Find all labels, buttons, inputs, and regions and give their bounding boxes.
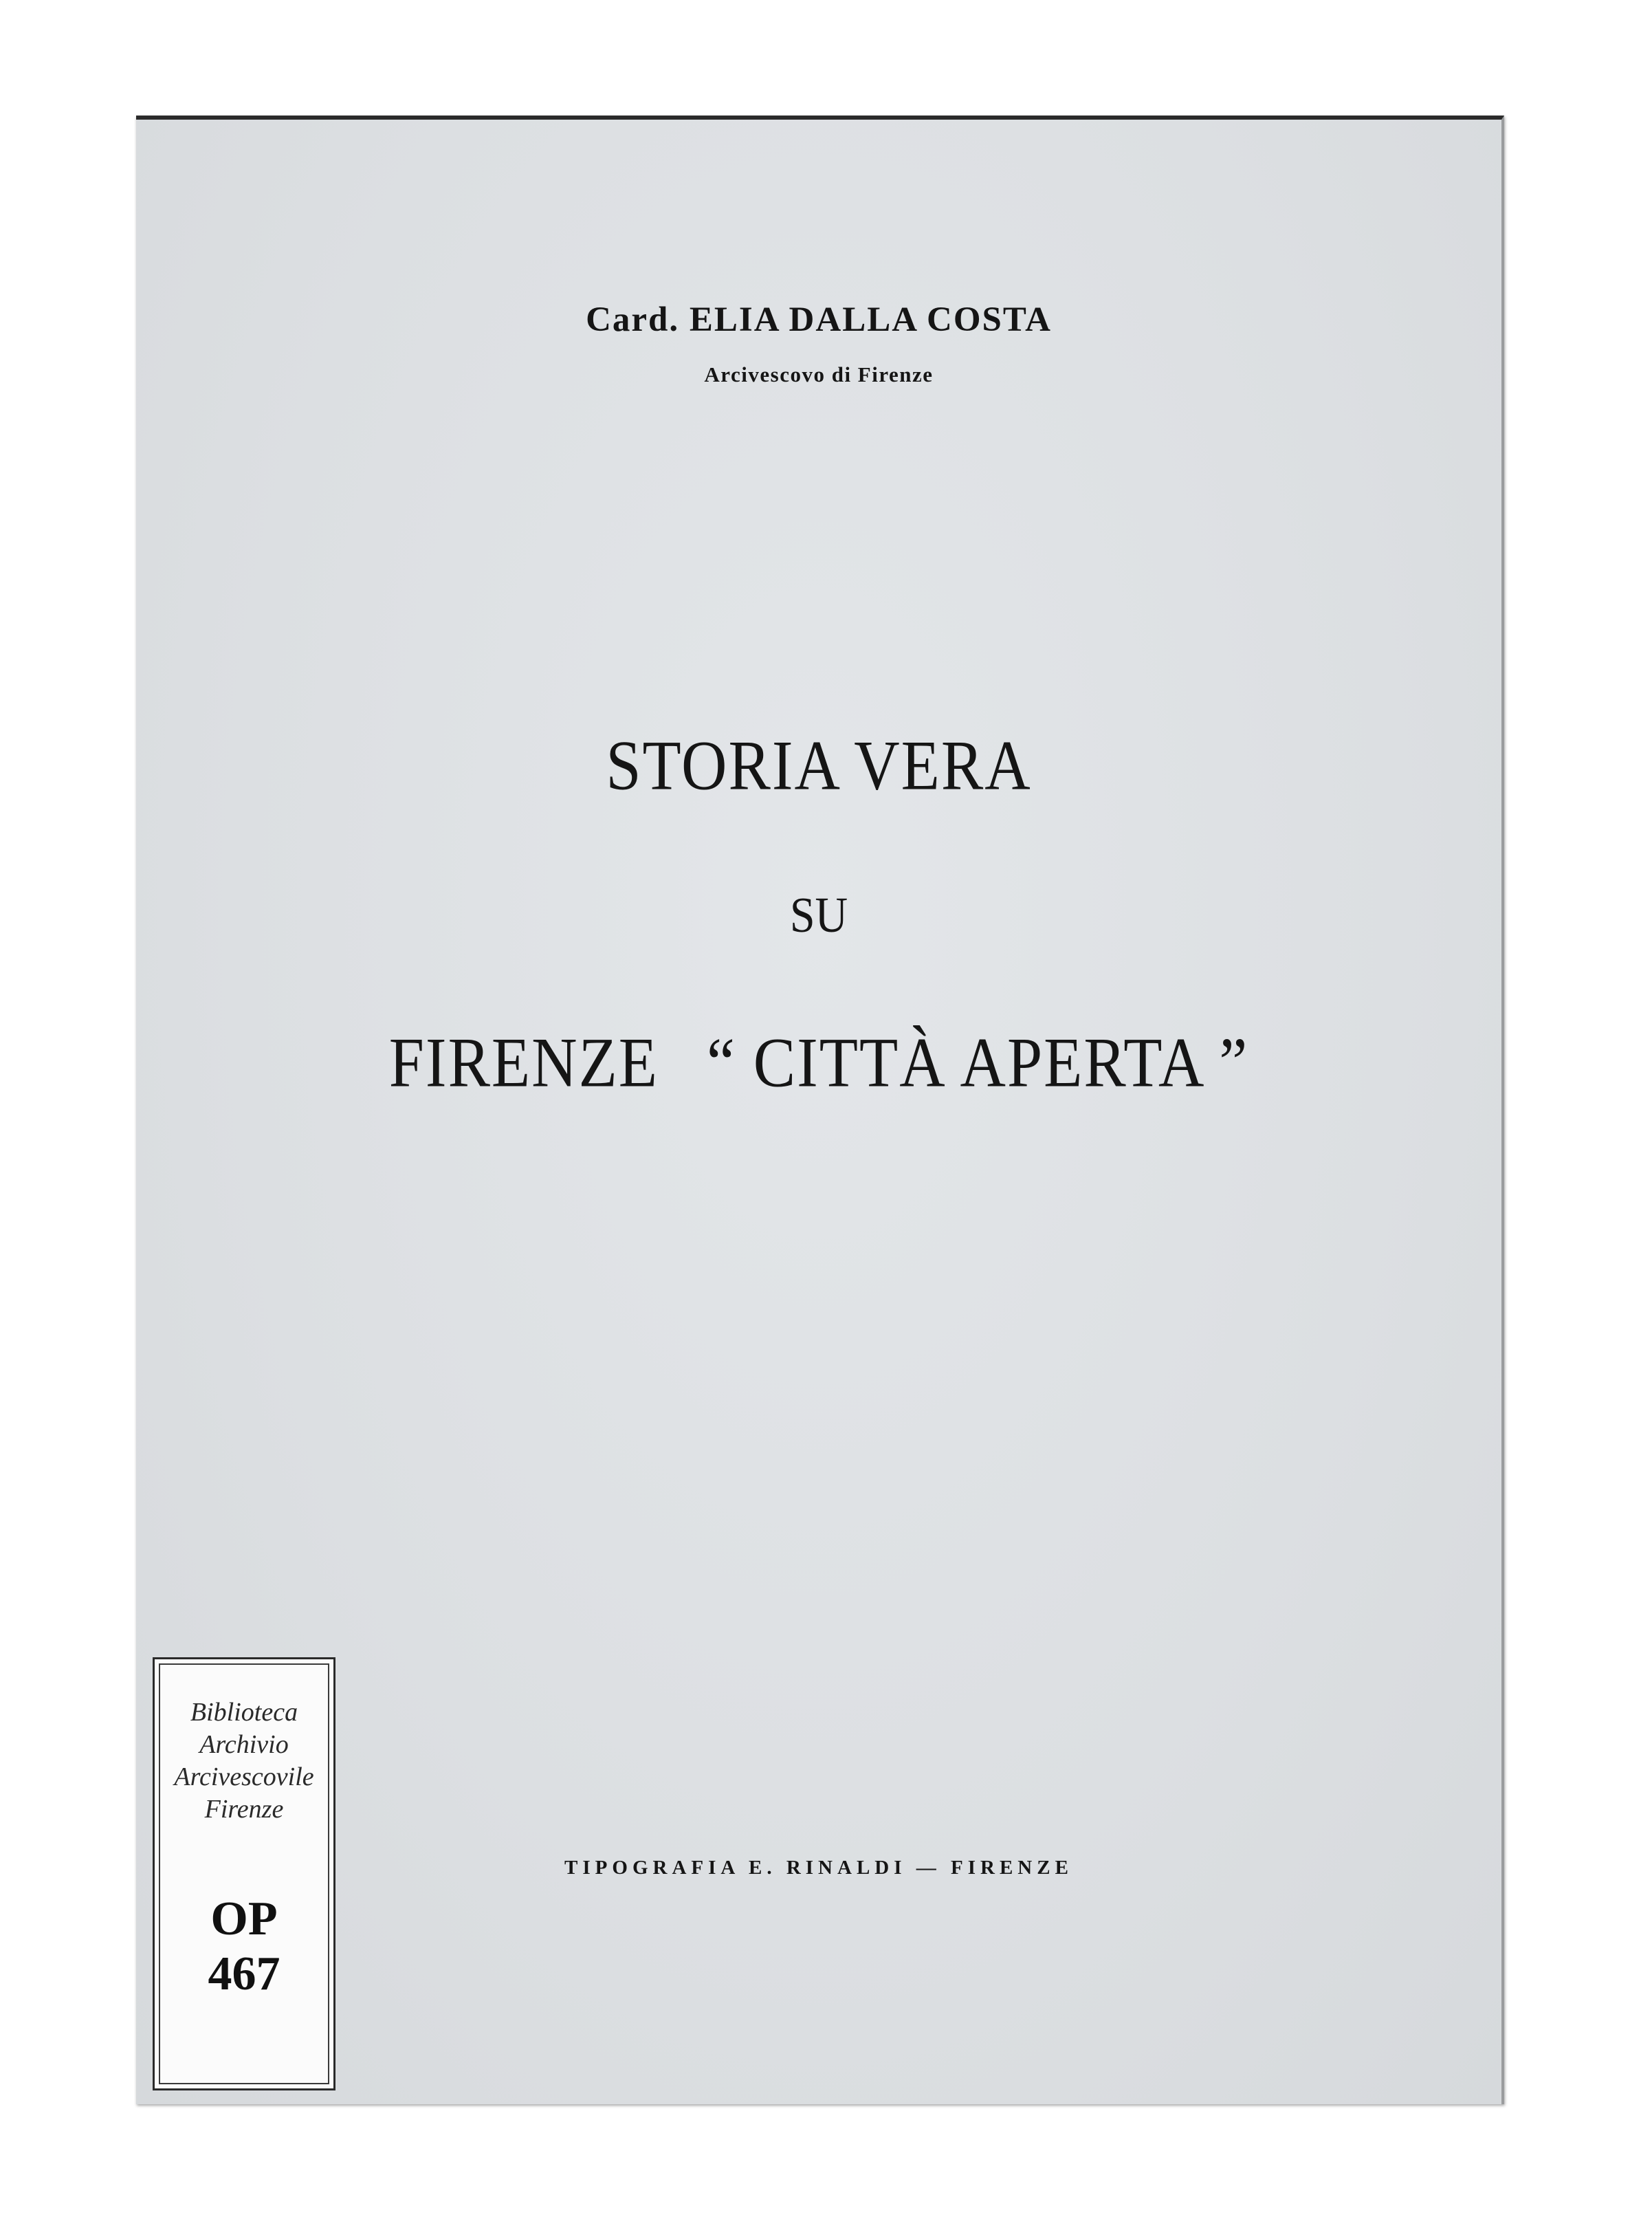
library-line-1: Biblioteca bbox=[190, 1698, 298, 1727]
title-line-3 bbox=[136, 1022, 1501, 1104]
author-name: Card. ELIA DALLA COSTA bbox=[586, 301, 1052, 339]
author-title: Arcivescovo di Firenze bbox=[704, 362, 934, 386]
title-line-1: STORIA VERA bbox=[606, 725, 1032, 805]
booklet-cover bbox=[136, 116, 1504, 2104]
publisher-imprint: TIPOGRAFIA E. RINALDI — FIRENZE bbox=[564, 1857, 1073, 1879]
shelfmark-number: 467 bbox=[208, 1947, 280, 2000]
library-label bbox=[153, 1657, 335, 2090]
library-line-4: Firenze bbox=[204, 1795, 284, 1824]
shelfmark bbox=[155, 1892, 333, 2002]
library-line-2: Archivio bbox=[199, 1730, 289, 1759]
library-line-3: Arcivescovile bbox=[174, 1762, 314, 1791]
title-line-2: SU bbox=[789, 888, 848, 943]
title-line-3-phrase: “ CITTÀ APERTA ” bbox=[706, 1023, 1249, 1102]
library-name bbox=[155, 1696, 333, 1826]
title-line-3-city: FIRENZE bbox=[388, 1023, 659, 1102]
shelfmark-prefix: OP bbox=[210, 1892, 278, 1945]
